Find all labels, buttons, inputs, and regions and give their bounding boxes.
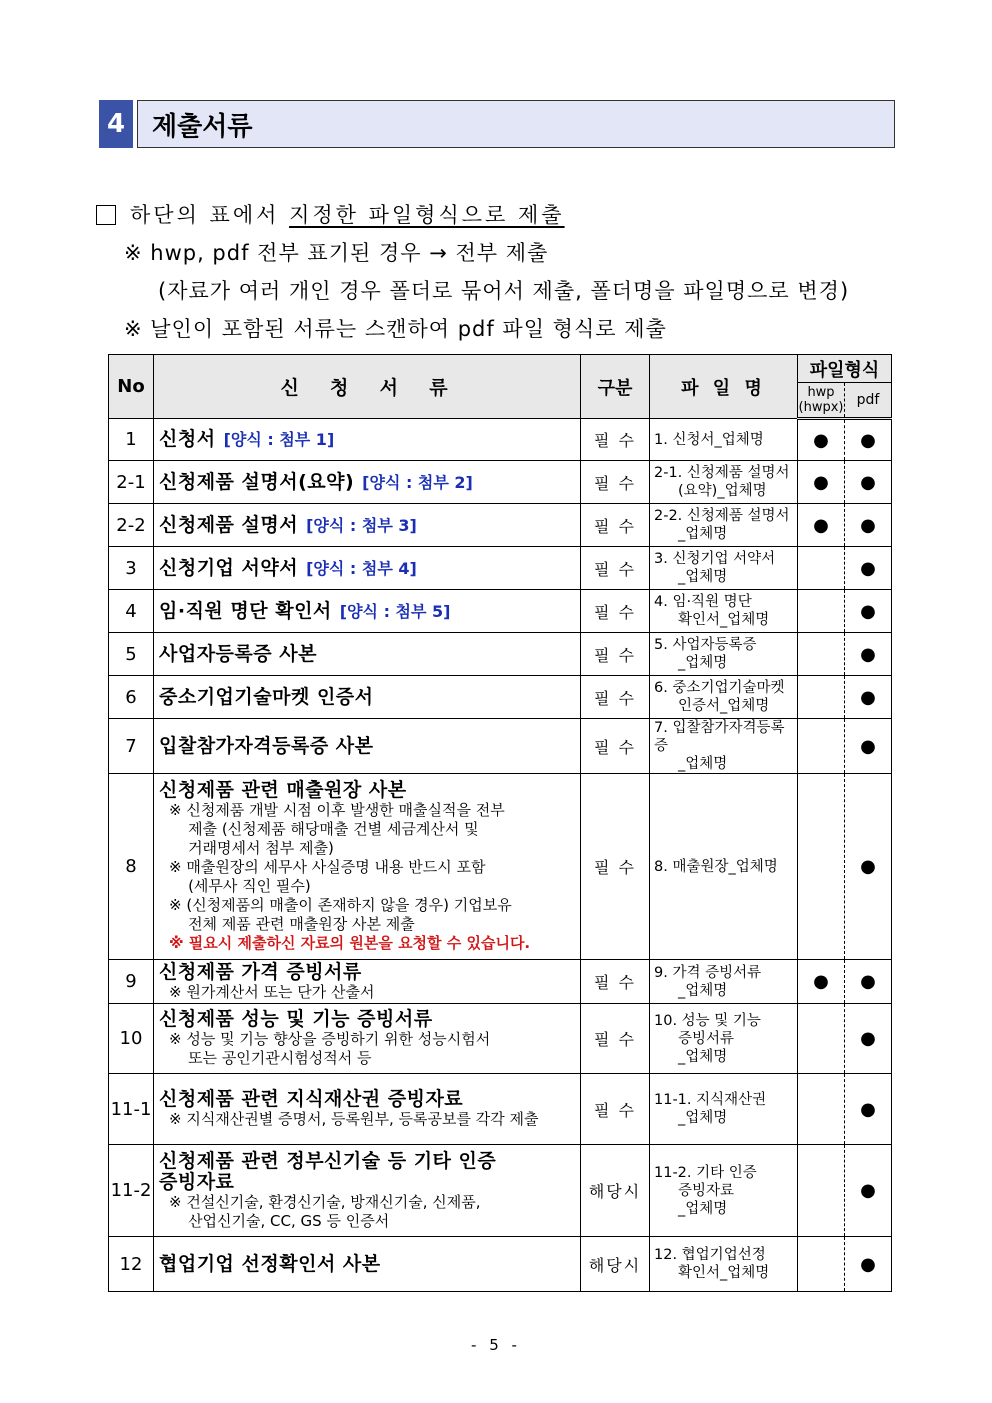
intro-block (96, 196, 896, 348)
pdf-mark: ● (845, 1237, 892, 1292)
pdf-mark: ● (845, 633, 892, 676)
file-name-line: _업체명 (678, 526, 728, 542)
submission-type: 필 수 (581, 774, 650, 960)
file-name-cell (650, 1074, 798, 1145)
table-row (109, 960, 892, 1004)
file-name-cell (650, 504, 798, 547)
table-row (109, 719, 892, 774)
row-number: 10 (109, 1004, 154, 1074)
file-name-line: 3. 신청기업 서약서 (654, 551, 776, 567)
document-note: ※ 원가계산서 또는 단가 산출서 (169, 982, 375, 1001)
row-number: 9 (109, 960, 154, 1004)
file-name-line: 11-1. 지식재산권 (654, 1092, 767, 1108)
row-number: 7 (109, 719, 154, 774)
document-title-cont: 증빙자료 (159, 1170, 235, 1193)
hwp-mark (798, 1145, 845, 1237)
hwp-mark (798, 676, 845, 719)
row-number: 11-1 (109, 1074, 154, 1145)
submission-type: 필 수 (581, 719, 650, 774)
file-name-line: 5. 사업자등록증 (654, 637, 757, 653)
header-doc: 신 청 서 류 (154, 355, 581, 419)
document-title: 신청제품 설명서 (159, 513, 299, 536)
document-note: ※ 매출원장의 세무사 사실증명 내용 반드시 포함 (169, 858, 486, 876)
pdf-mark: ● (845, 419, 892, 461)
file-name-cell (650, 419, 798, 461)
document-note: ※ 신청제품 개발 시점 이후 발생한 매출실적을 전부 (169, 801, 505, 819)
hwp-mark (798, 774, 845, 960)
table-row (109, 504, 892, 547)
file-name-line: 확인서_업체명 (678, 612, 770, 628)
page-number: - 5 - (471, 1336, 521, 1354)
document-cell (154, 419, 581, 461)
submission-type: 필 수 (581, 676, 650, 719)
document-cell (154, 547, 581, 590)
hwp-mark (798, 719, 845, 774)
hwp-mark: ● (798, 461, 845, 504)
table-row (109, 1237, 892, 1292)
document-title: 사업자등록증 사본 (159, 642, 317, 665)
section-number: 4 (99, 100, 133, 148)
document-note: ※ (신청제품의 매출이 존재하지 않을 경우) 기업보유 (169, 896, 512, 914)
document-cell (154, 960, 581, 1004)
submission-type: 해당시 (581, 1145, 650, 1237)
table-row (109, 676, 892, 719)
document-title: 신청제품 가격 증빙서류 (159, 960, 362, 983)
file-name-line: 1. 신청서_업체명 (654, 431, 764, 448)
file-name-line: 10. 성능 및 기능 (654, 1012, 761, 1029)
file-name-line: _업체명 (678, 982, 728, 999)
table-row (109, 1145, 892, 1237)
pdf-mark: ● (845, 719, 892, 774)
header-no: No (109, 355, 154, 419)
form-reference: [양식 : 첨부 5] (339, 601, 451, 621)
pdf-mark: ● (845, 504, 892, 547)
file-name-cell (650, 1237, 798, 1292)
file-name-line: 12. 협업기업선정 (654, 1247, 766, 1263)
table-row (109, 461, 892, 504)
intro-line-1: 하단의 표에서 지정한 파일형식으로 제출 (96, 196, 896, 234)
header-type: 구분 (581, 355, 650, 419)
pdf-mark: ● (845, 960, 892, 1004)
document-note: 산업신기술, CC, GS 등 인증서 (169, 1211, 390, 1230)
file-name-line: 4. 임·직원 명단 (654, 594, 752, 610)
file-name-line: 11-2. 기타 인증 (654, 1164, 757, 1181)
submission-type: 필 수 (581, 547, 650, 590)
file-name-cell (650, 719, 798, 774)
document-title: 신청제품 관련 정부신기술 등 기타 인증 (159, 1149, 497, 1172)
section-title-box (137, 100, 895, 148)
file-name-line: 2-1. 신청제품 설명서 (654, 465, 790, 481)
form-reference: [양식 : 첨부 4] (306, 558, 417, 578)
document-note: ※ 필요시 제출하신 자료의 원본을 요청할 수 있습니다. (169, 934, 531, 952)
document-cell (154, 676, 581, 719)
table-row (109, 590, 892, 633)
form-reference: [양식 : 첨부 2] (362, 472, 473, 492)
pdf-mark: ● (845, 1145, 892, 1237)
hwp-mark: ● (798, 504, 845, 547)
submission-type: 필 수 (581, 504, 650, 547)
emphasis-text: 지정한 파일형식으로 제출 (289, 203, 565, 227)
submission-type: 필 수 (581, 461, 650, 504)
hwp-mark (798, 1004, 845, 1074)
document-note: ※ 성능 및 기능 향상을 증빙하기 위한 성능시험서 (169, 1030, 491, 1048)
pdf-mark: ● (845, 590, 892, 633)
table-body (109, 419, 892, 1292)
file-name-line: 6. 중소기업기술마켓 (654, 680, 785, 696)
document-cell (154, 1004, 581, 1074)
document-cell (154, 504, 581, 547)
header-hwp: hwp (hwpx) (798, 383, 845, 419)
file-name-line: _업체명 (678, 1048, 728, 1065)
header-format: 파일형식 (798, 355, 892, 383)
document-title: 신청제품 관련 지식재산권 증빙자료 (159, 1088, 464, 1110)
document-note: (세무사 직인 필수) (169, 877, 311, 895)
form-reference: [양식 : 첨부 3] (306, 515, 417, 535)
document-title: 신청제품 성능 및 기능 증빙서류 (159, 1008, 433, 1030)
file-name-line: _업체명 (678, 569, 728, 585)
intro-note-1: ※ hwp, pdf 전부 표기된 경우 → 전부 제출 (124, 241, 549, 265)
submission-type: 필 수 (581, 1074, 650, 1145)
document-title: 신청기업 서약서 (159, 556, 299, 579)
file-name-line: 인증서_업체명 (678, 698, 770, 714)
file-name-cell (650, 676, 798, 719)
header-file: 파 일 명 (650, 355, 798, 419)
document-title: 중소기업기술마켓 인증서 (159, 685, 374, 708)
table-row (109, 633, 892, 676)
section-title: 제출서류 (152, 111, 253, 142)
row-number: 1 (109, 419, 154, 461)
document-title: 신청제품 설명서(요약) (159, 470, 355, 493)
document-note: 거래명세서 첨부 제출) (169, 839, 334, 857)
hwp-mark: ● (798, 960, 845, 1004)
row-number: 2-1 (109, 461, 154, 504)
file-name-cell (650, 1145, 798, 1237)
row-number: 5 (109, 633, 154, 676)
documents-table (108, 354, 892, 1292)
pdf-mark: ● (845, 461, 892, 504)
row-number: 4 (109, 590, 154, 633)
file-name-cell (650, 960, 798, 1004)
header-pdf: pdf (845, 383, 892, 419)
hwp-mark (798, 1074, 845, 1145)
file-name-cell (650, 774, 798, 960)
file-name-line: 증빙서류 (678, 1030, 735, 1047)
file-name-cell (650, 547, 798, 590)
file-name-line: _업체명 (678, 1110, 728, 1126)
table-row (109, 419, 892, 461)
file-name-line: (요약)_업체명 (678, 483, 767, 499)
table-row (109, 547, 892, 590)
submission-type: 필 수 (581, 960, 650, 1004)
pdf-mark: ● (845, 774, 892, 960)
document-title: 임·직원 명단 확인서 (159, 599, 332, 622)
document-note: ※ 지식재산권별 증명서, 등록원부, 등록공보를 각각 제출 (169, 1110, 539, 1128)
hwp-mark (798, 590, 845, 633)
document-cell (154, 461, 581, 504)
document-cell (154, 1074, 581, 1145)
hwp-mark (798, 633, 845, 676)
document-title: 입찰참가자격등록증 사본 (159, 734, 374, 757)
row-number: 12 (109, 1237, 154, 1292)
hwp-mark: ● (798, 419, 845, 461)
pdf-mark: ● (845, 1074, 892, 1145)
submission-type: 필 수 (581, 1004, 650, 1074)
section-header (99, 100, 895, 148)
document-cell (154, 774, 581, 960)
file-name-line: 확인서_업체명 (678, 1265, 770, 1281)
file-name-cell (650, 461, 798, 504)
submission-type: 필 수 (581, 419, 650, 461)
table-row (109, 774, 892, 960)
document-cell (154, 1237, 581, 1292)
file-name-line: 9. 가격 증빙서류 (654, 964, 762, 981)
file-name-line: _업체명 (678, 756, 728, 772)
document-title: 신청제품 관련 매출원장 사본 (159, 779, 407, 801)
submission-type: 해당시 (581, 1237, 650, 1292)
document-cell (154, 633, 581, 676)
pdf-mark: ● (845, 676, 892, 719)
row-number: 8 (109, 774, 154, 960)
file-name-line: 7. 입찰참가자격등록증 (654, 720, 785, 754)
file-name-line: _업체명 (678, 655, 728, 671)
file-name-line: 2-2. 신청제품 설명서 (654, 508, 790, 524)
form-reference: [양식 : 첨부 1] (223, 430, 335, 449)
pdf-mark: ● (845, 547, 892, 590)
row-number: 3 (109, 547, 154, 590)
submission-type: 필 수 (581, 590, 650, 633)
table-row (109, 1074, 892, 1145)
document-title: 신청서 (159, 428, 216, 450)
hwp-mark (798, 1237, 845, 1292)
row-number: 11-2 (109, 1145, 154, 1237)
pdf-mark: ● (845, 1004, 892, 1074)
row-number: 6 (109, 676, 154, 719)
submission-type: 필 수 (581, 633, 650, 676)
document-note: 전체 제품 관련 매출원장 사본 제출 (169, 915, 415, 933)
document-note: 또는 공인기관시험성적서 등 (169, 1049, 372, 1067)
document-title: 협업기업 선정확인서 사본 (159, 1252, 381, 1275)
file-name-line: 증빙자료 (678, 1182, 735, 1199)
table-row (109, 1004, 892, 1074)
document-cell (154, 719, 581, 774)
hwp-mark (798, 547, 845, 590)
intro-note-1b: (자료가 여러 개인 경우 폴더로 묶어서 제출, 폴더명을 파일명으로 변경) (158, 279, 850, 303)
document-note: 제출 (신청제품 해당매출 건별 세금계산서 및 (169, 820, 479, 838)
file-name-line: 8. 매출원장_업체명 (654, 858, 778, 875)
intro-note-2: ※ 날인이 포함된 서류는 스캔하여 pdf 파일 형식로 제출 (124, 317, 667, 341)
row-number: 2-2 (109, 504, 154, 547)
checkbox-icon (96, 205, 116, 225)
file-name-line: _업체명 (678, 1200, 728, 1217)
document-cell (154, 590, 581, 633)
file-name-cell (650, 590, 798, 633)
file-name-cell (650, 1004, 798, 1074)
document-cell (154, 1145, 581, 1237)
file-name-cell (650, 633, 798, 676)
document-note: ※ 건설신기술, 환경신기술, 방재신기술, 신제품, (169, 1192, 481, 1211)
